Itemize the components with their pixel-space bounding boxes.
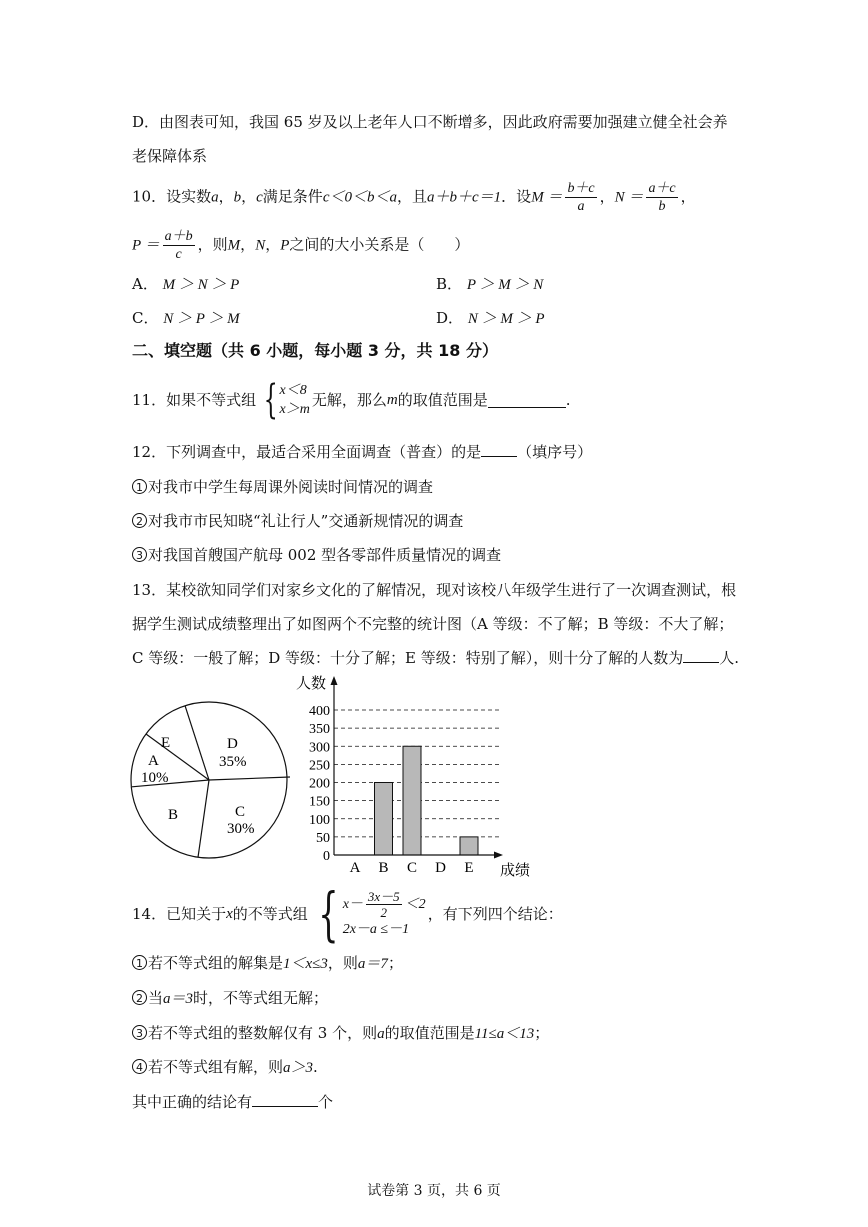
x-tick-label: B	[378, 860, 389, 876]
x-tick-label: C	[406, 860, 418, 876]
q10-option-d	[436, 307, 544, 328]
pie-chart	[125, 695, 295, 870]
q14-item	[132, 1023, 549, 1044]
row1-part: ＜2	[404, 897, 426, 912]
y-tick-labels	[309, 704, 330, 864]
item-text: 对我国首艘国产航母 002 型各零部件质量情况的调查	[148, 546, 502, 564]
pie-value-c: 30%	[227, 821, 255, 837]
q14-prefix: 14．已知关于	[132, 905, 227, 923]
q12-item	[132, 545, 501, 565]
bar-e	[460, 837, 478, 855]
y-tick-label: 300	[309, 740, 330, 756]
cond-text: 满足条件	[262, 187, 323, 206]
circled-number: 3	[132, 547, 147, 562]
var-a: a	[211, 189, 219, 206]
question-text: 之间的大小关系是（ ）	[289, 235, 470, 254]
option-label: B．	[436, 275, 463, 293]
q11-end: .	[565, 391, 571, 409]
x-axis-arrow	[494, 852, 503, 859]
cond-sep: ，且	[396, 187, 427, 206]
var-m: M	[227, 237, 241, 254]
answer-blank[interactable]	[683, 648, 719, 663]
item-math: 1＜x≤3	[283, 956, 328, 972]
condition-2: a＋b＋c＝1	[427, 189, 502, 206]
x-tick-label: E	[464, 860, 474, 876]
item-text: 若不等式组的整数解仅有 3 个，则	[148, 1024, 378, 1042]
inequality-system	[258, 377, 310, 423]
q12-stem-text: 12．下列调查中，最适合采用全面调查（普查）的是	[132, 443, 482, 461]
option-label: A．	[132, 275, 158, 293]
row1-fraction	[366, 889, 402, 920]
item-math: a	[377, 1026, 385, 1042]
item-text: .	[313, 1058, 318, 1076]
page-footer: 试卷第 3 页，共 6 页	[367, 1183, 501, 1199]
circled-number: 3	[132, 1025, 147, 1040]
pie-label-d: D	[227, 736, 238, 752]
q13-line3	[132, 648, 739, 668]
x-axis-label: 成绩	[500, 863, 531, 879]
circled-number: 2	[132, 990, 147, 1005]
answer-blank[interactable]	[252, 1092, 318, 1107]
q14-item	[132, 1057, 318, 1078]
q9-option-d-line1: D．由图表可知，我国 65 岁及以上老年人口不断增多，因此政府需要加强建立健全社会养	[132, 113, 728, 131]
system-row-2: 2x－a ≤－1	[342, 922, 410, 937]
q10-option-c	[132, 307, 240, 328]
condition-1: c＜0＜b＜a	[322, 189, 397, 206]
item-text: 若不等式组有解，则	[148, 1058, 284, 1076]
q10-stem-line1	[132, 180, 696, 215]
item-text: 当	[148, 989, 164, 1007]
y-tick-label: 50	[316, 830, 330, 846]
q14-middle: 的不等式组	[232, 905, 308, 923]
x-tick-labels	[350, 860, 474, 876]
q12-stem	[132, 442, 592, 462]
y-tick-label: 250	[309, 758, 330, 774]
y-tick-label: 0	[323, 849, 330, 864]
circled-number: 4	[132, 1059, 147, 1074]
option-text: N ＞ P ＞ M	[163, 311, 240, 327]
y-tick-label: 350	[309, 722, 330, 738]
n-eq: N ＝	[614, 189, 644, 206]
q14-item	[132, 988, 328, 1009]
y-axis-label: 人数	[296, 676, 327, 692]
q11-prefix: 11．如果不等式组	[132, 391, 257, 409]
sep: ，	[241, 187, 257, 206]
sep: ，	[599, 187, 615, 206]
system-rows	[280, 381, 310, 419]
then-text: ，则	[197, 235, 228, 254]
option-label: D．	[436, 309, 464, 327]
conclusion-end: 个	[318, 1093, 334, 1111]
q13-line3-end: 人.	[719, 649, 740, 667]
item-math: a＝3	[163, 991, 194, 1007]
left-brace: {	[263, 377, 278, 423]
var-x: x	[226, 906, 233, 922]
pie-label-a: A	[148, 753, 159, 769]
circled-number: 2	[132, 513, 147, 528]
m-numerator: b＋c	[567, 181, 595, 196]
q10-stem-line2: P ＝ $\frac{a+b}{c}$ ，则M，N，P之间的大小关系是（ ）	[132, 229, 470, 262]
item-text: 对我市中学生每周课外阅读时间情况的调查	[148, 478, 434, 496]
item-math: a＞3	[283, 1060, 314, 1076]
bar-chart	[290, 670, 540, 880]
n-fraction	[646, 180, 677, 215]
inequality-system	[310, 880, 426, 948]
n-numerator: a＋c	[648, 181, 676, 196]
x-tick-label: A	[349, 860, 361, 876]
pie-label-c: C	[235, 804, 246, 820]
q14-conclusion	[132, 1092, 333, 1112]
item-text: ；	[534, 1024, 550, 1042]
sep: ，	[680, 187, 696, 206]
x-tick-label: D	[435, 860, 446, 876]
item-text: 若不等式组的解集是	[148, 954, 284, 972]
y-tick-label: 150	[309, 794, 330, 810]
y-tick-label: 200	[309, 776, 330, 792]
q13-line3-text: C 等级：一般了解；D 等级：十分了解；E 等级：特别了解），则十分了解的人数为	[132, 649, 684, 667]
answer-blank[interactable]	[488, 393, 566, 408]
row1-part: x－	[342, 897, 363, 912]
option-text: N ＞ M ＞ P	[467, 311, 545, 327]
q9-option-d-line2: 老保障体系	[132, 147, 208, 165]
y-axis-arrow	[331, 676, 338, 685]
q12-stem-end: （填序号）	[517, 443, 593, 461]
p-denominator: c	[175, 247, 182, 262]
q12-item	[132, 477, 433, 497]
left-brace: {	[318, 880, 339, 948]
bar-b	[375, 783, 393, 856]
y-tick-label: 100	[309, 812, 330, 828]
pie-label-e: E	[161, 735, 171, 751]
q14-suffix: ，有下列四个结论：	[427, 905, 563, 923]
item-math: 11≤a＜13	[474, 1026, 535, 1042]
q11-suffix: 的取值范围是	[397, 391, 488, 409]
q14-stem	[132, 880, 563, 948]
item-text: ；	[387, 954, 403, 972]
q13-line2: 据学生测试成绩整理出了如图两个不完整的统计图（A 等级：不了解；B 等级：不大了解；	[132, 615, 734, 633]
m-eq: M ＝	[531, 189, 563, 206]
q12-item	[132, 511, 463, 531]
m-fraction	[565, 180, 596, 215]
item-text: 对我市市民知晓“礼让行人”交通新规情况的调查	[148, 512, 464, 530]
pie-value-a: 10%	[141, 770, 169, 786]
q14-item	[132, 953, 403, 974]
m-denominator: a	[577, 199, 585, 214]
answer-blank[interactable]	[481, 442, 517, 457]
set-text: ．设	[501, 187, 532, 206]
row1-denominator: 2	[380, 905, 388, 920]
item-text: 时，不等式组无解；	[193, 989, 329, 1007]
p-fraction	[163, 228, 195, 263]
circled-number: 1	[132, 955, 147, 970]
q10-option-b	[436, 273, 543, 294]
pie-value-d: 35%	[219, 754, 247, 770]
pie-label-b: B	[168, 807, 179, 823]
item-text: ，则	[327, 954, 358, 972]
var-n: N	[255, 237, 266, 254]
q11-middle: 无解，那么	[311, 391, 387, 409]
var-p: P	[280, 237, 290, 254]
bar-c	[403, 746, 421, 855]
conclusion-text: 其中正确的结论有	[132, 1093, 253, 1111]
n-denominator: b	[658, 199, 666, 214]
p-eq: P ＝	[132, 237, 160, 254]
system-row-2: x＞m	[279, 402, 310, 417]
option-text: M ＞ N ＞ P	[162, 277, 240, 293]
row1-numerator: 3x－5	[367, 889, 400, 904]
var-m: m	[386, 392, 398, 408]
q10-number: 10．设实数	[132, 187, 212, 206]
option-text: P ＞ M ＞ N	[466, 277, 544, 293]
q13-line1: 13．某校欲知同学们对家乡文化的了解情况，现对该校八年级学生进行了一次调查测试，根	[132, 581, 737, 599]
system-row-1: x＜8	[279, 383, 307, 398]
system-rows	[343, 889, 426, 939]
q10-option-a	[132, 273, 239, 294]
item-text: 的取值范围是	[384, 1024, 475, 1042]
p-numerator: a＋b	[164, 229, 193, 244]
system-row-1	[343, 889, 426, 920]
section-heading: 二、填空题（共 6 小题，每小题 3 分，共 18 分）	[132, 341, 498, 360]
var-c: c	[256, 189, 263, 206]
sep: ，	[218, 187, 234, 206]
option-label: C．	[132, 309, 159, 327]
circled-number: 1	[132, 479, 147, 494]
q11	[132, 378, 571, 422]
item-math: a＝7	[357, 956, 388, 972]
y-tick-label: 400	[309, 704, 330, 719]
var-b: b	[233, 189, 242, 206]
